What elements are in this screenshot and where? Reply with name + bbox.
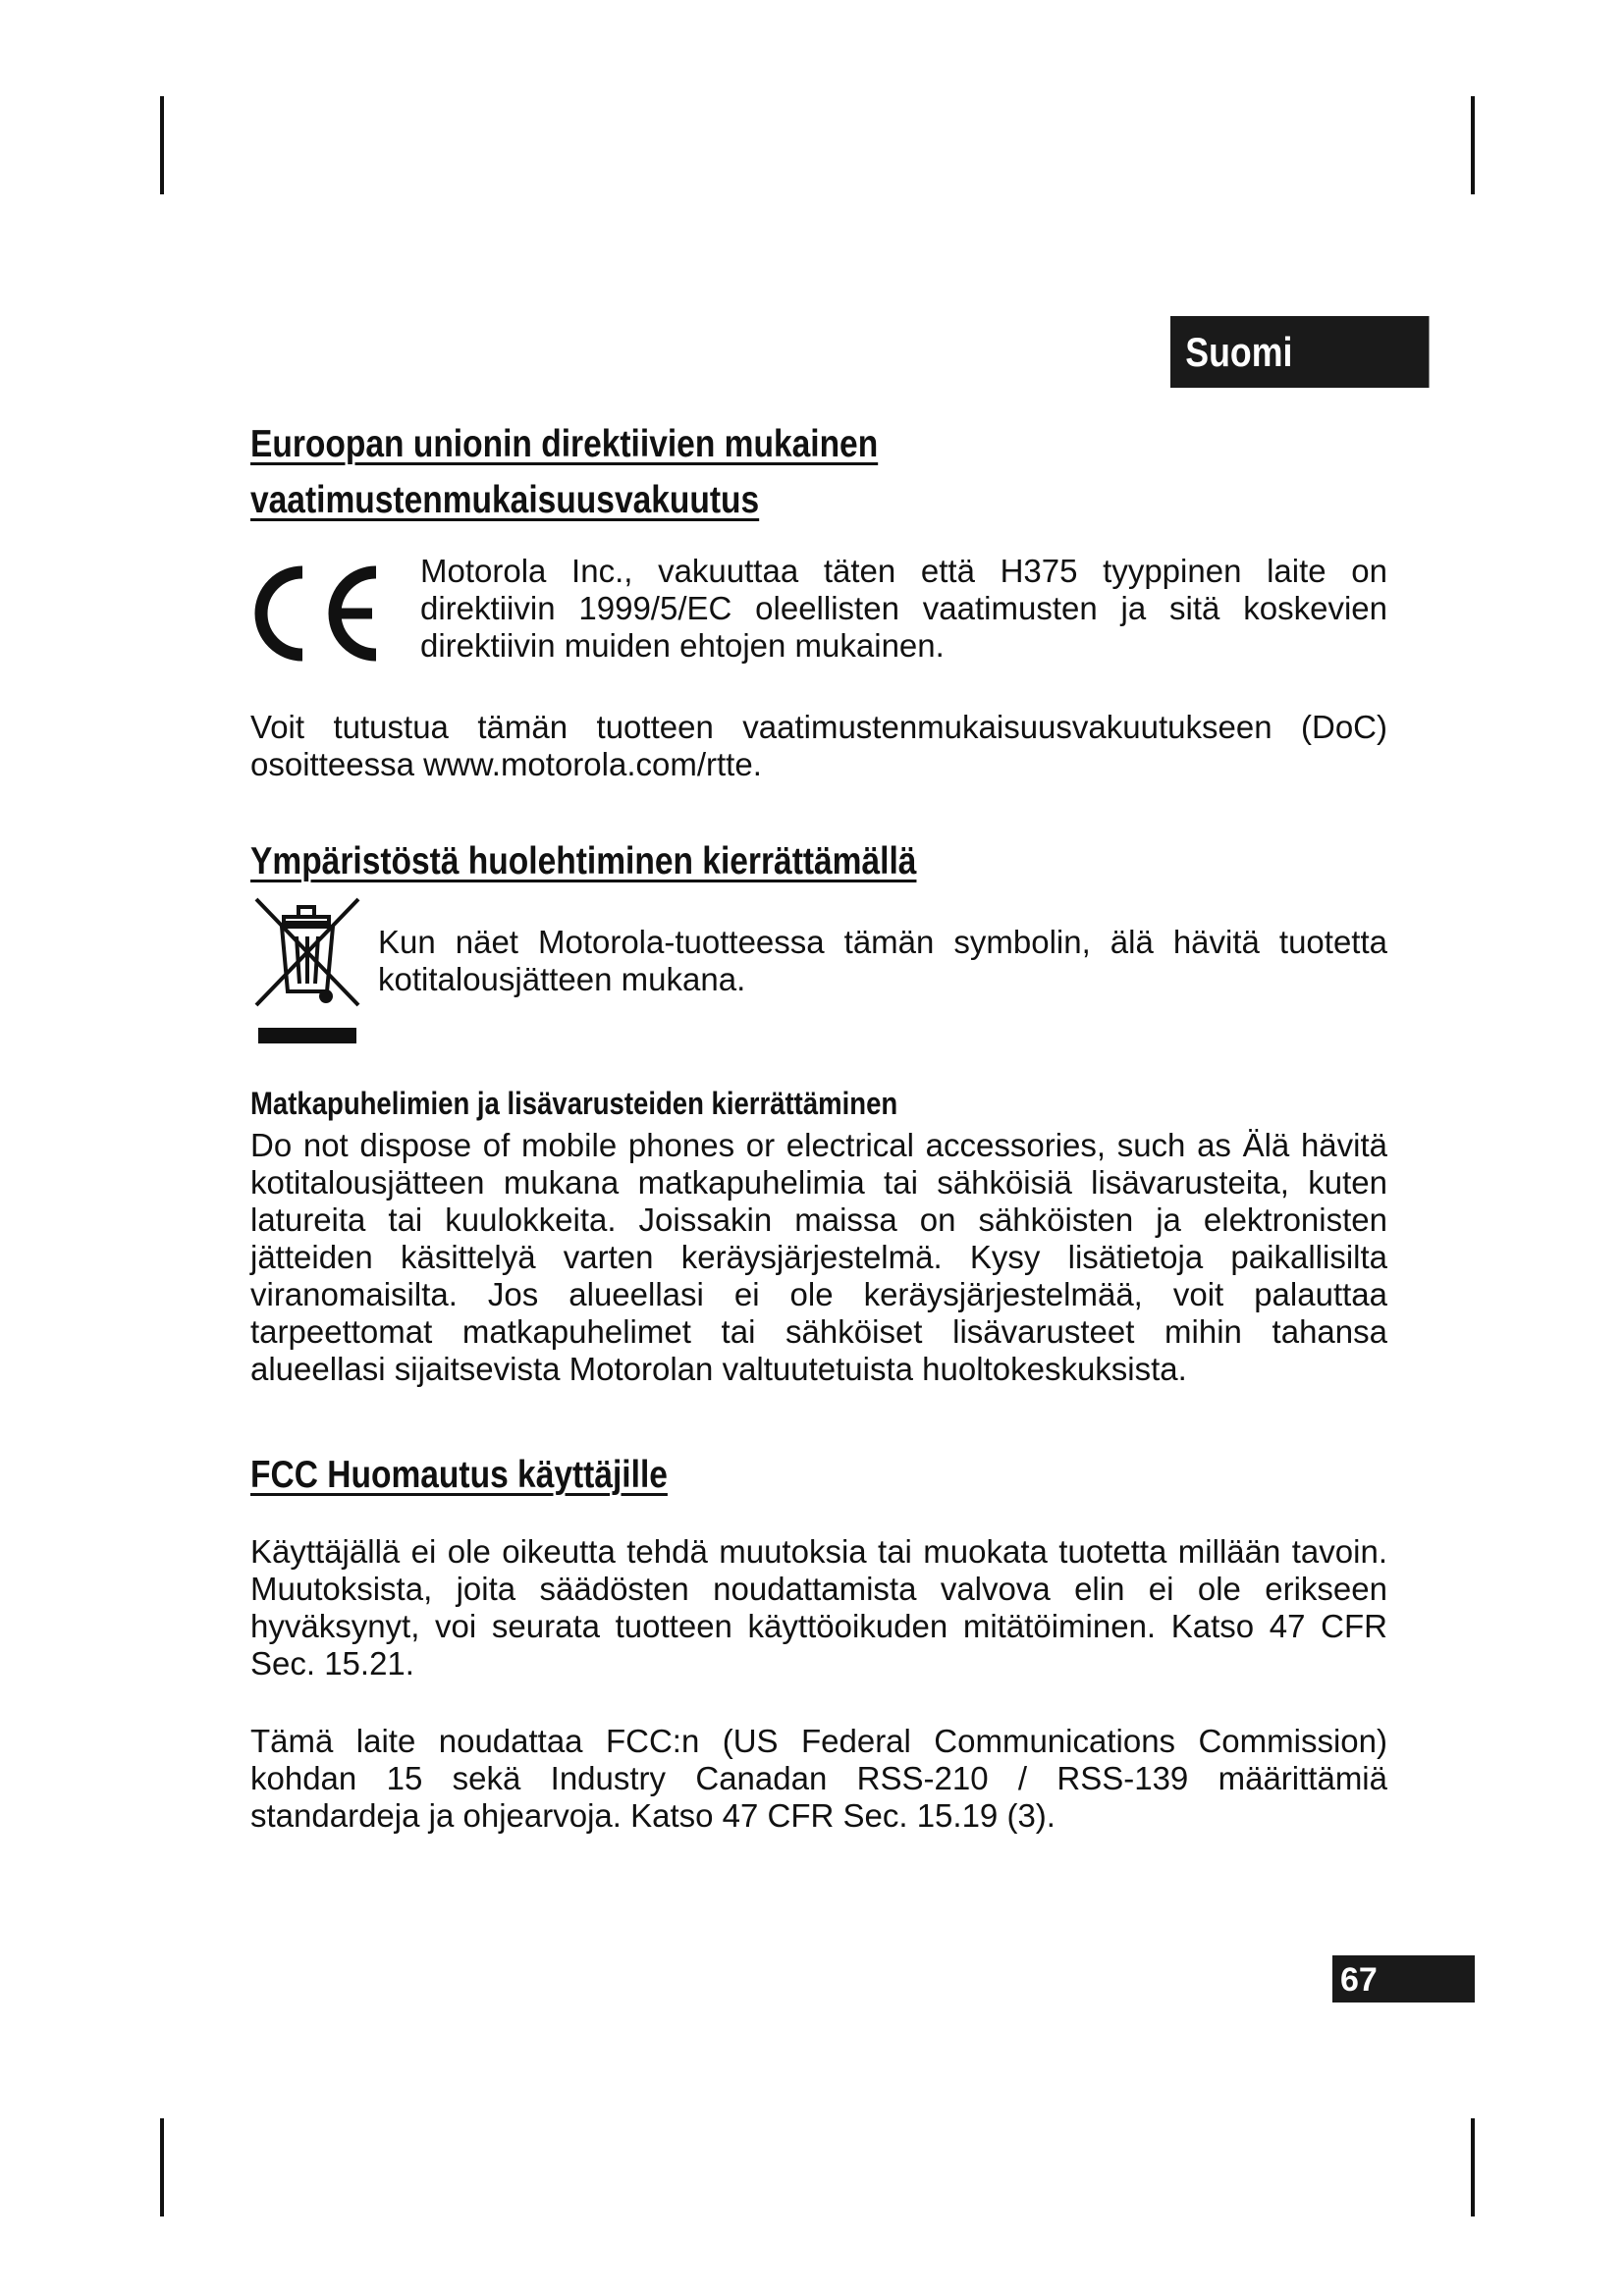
env-symbol-text: Kun näet Motorola-tuotteessa tämän symbolin, älä hävitä tuotetta kotitalousjätteen mukana. — [378, 924, 1387, 997]
fcc-para-1: Käyttäjällä ei ole oikeutta tehdä muutoksia tai muokata tuotetta millään tavoin. Muutoksista, joita säädösten noudattamista valvova elin ei ole erikseen hyväksynyt, voi seurata tuotteen käyttöoikuden mitätöiminen. Katso 47 CFR Sec. 15.21. — [250, 1533, 1387, 1682]
language-tab: Suomi — [1170, 316, 1430, 388]
eu-doc-text: Voit tutustua tämän tuotteen vaatimustenmukaisuusvakuutukseen (DoC) osoitteessa www.motorola.com/rtte. — [250, 709, 1387, 782]
env-body: Do not dispose of mobile phones or electrical accessories, such as Älä hävitä kotitalousjätteen mukana matkapuhelimia tai sähköisiä lisävarusteita, kuten latureita tai kuulokkeita. Joissakin maissa on sähköisten ja elektronisten jätteiden käsittelyä varten keräysjärjestelmä. Kysy lisätietoja paikallisilta viranomaisilta. Jos alueellasi ei ole keräysjärjestelmää, voit palauttaa tarpeettomat matkapuhelimet tai sähköiset lisävarusteet mihin tahansa alueellasi sijaitsevista Motorolan valtuutetuista huoltokeskuksista. — [250, 1127, 1387, 1387]
eu-heading-line1: Euroopan unionin direktiivien mukainen — [250, 423, 879, 465]
crop-mark-top-left — [160, 96, 164, 194]
fcc-para-2: Tämä laite noudattaa FCC:n (US Federal Communications Commission) kohdan 15 sekä Industry Canadan RSS-210 / RSS-139 määrittämiä standardeja ja ohjearvoja. Katso 47 CFR Sec. 15.19 (3). — [250, 1723, 1387, 1834]
eu-declaration: Motorola Inc., vakuuttaa täten että H375 tyyppinen laite on direktiivin 1999/5/EC oleellisten vaatimusten ja sitä koskevien direktiivin muiden ehtojen mukainen. — [420, 553, 1387, 664]
env-subheading: Matkapuhelimien ja lisävarusteiden kierrättäminen — [250, 1086, 898, 1121]
eu-heading-line2: vaatimustenmukaisuusvakuutus — [250, 479, 760, 521]
crossed-out-bin-icon — [250, 895, 363, 1047]
ce-mark-icon — [248, 564, 386, 663]
crop-mark-top-right — [1471, 96, 1475, 194]
env-heading: Ympäristöstä huolehtiminen kierrättämällä — [250, 840, 917, 882]
page-number: 67 — [1332, 1955, 1475, 2002]
crop-mark-bottom-right — [1471, 2118, 1475, 2216]
fcc-heading: FCC Huomautus käyttäjille — [250, 1454, 668, 1496]
crop-mark-bottom-left — [160, 2118, 164, 2216]
